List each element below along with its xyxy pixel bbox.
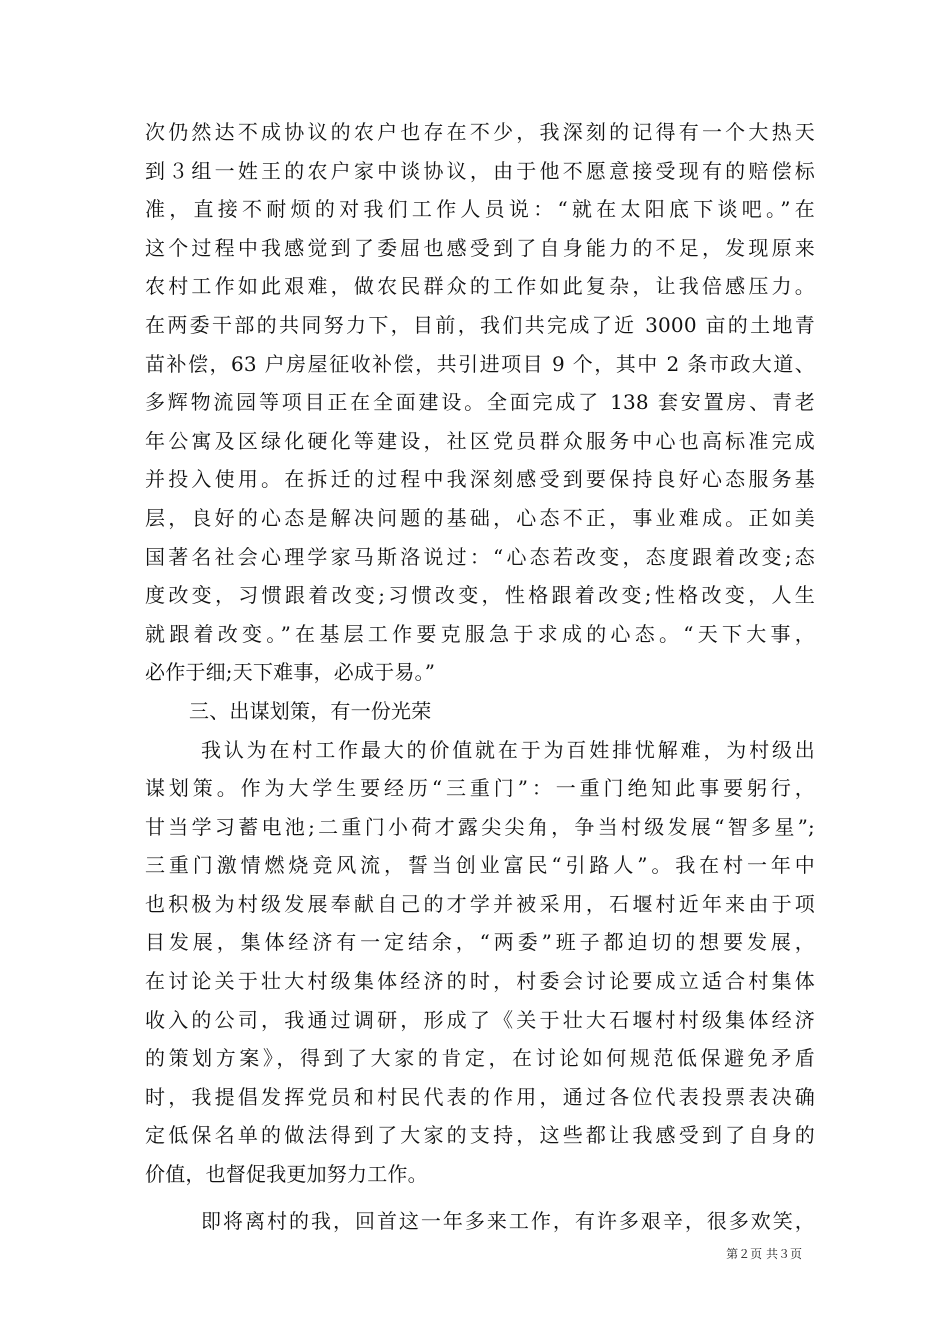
page-number: 第２页 共３页: [726, 1247, 802, 1261]
text-line: 多辉物流园等项目正在全面建设。全面完成了 138 套安置房、青老: [145, 390, 815, 415]
text-line: 必作于细;天下难事，必成于易。”: [145, 660, 436, 685]
text-line: 这个过程中我感觉到了委屈也感受到了自身能力的不足，发现原来: [145, 235, 815, 260]
document-body: [145, 113, 815, 1240]
text-line: 度改变，习惯跟着改变;习惯改变，性格跟着改变;性格改变，人生: [145, 583, 815, 608]
text-line: 三重门激情燃烧竞风流，誓当创业富民“引路人”。我在村一年中: [145, 853, 815, 878]
text-line: 国著名社会心理学家马斯洛说过：“心态若改变，态度跟着改变;态: [145, 544, 815, 569]
text-line: 次仍然达不成协议的农户也存在不少，我深刻的记得有一个大热天: [145, 120, 815, 144]
text-line: 在两委干部的共同努力下，目前，我们共完成了近 3000 亩的土地青: [145, 312, 815, 337]
text-line: 层，良好的心态是解决问题的基础，心态不正，事业难成。正如美: [145, 505, 815, 530]
text-line: 苗补偿，63 户房屋征收补偿，共引进项目 9 个，其中 2 条市政大道、: [145, 351, 815, 376]
text-line: 目发展，集体经济有一定结余，“两委”班子都迫切的想要发展，: [145, 930, 815, 955]
text-line: 农村工作如此艰难，做农民群众的工作如此复杂，让我倍感压力。: [145, 274, 815, 299]
text-line: 也积极为村级发展奉献自己的才学并被采用，石堰村近年来由于项: [145, 891, 815, 916]
text-line: 就跟着改变。”在基层工作要克服急于求成的心态。“天下大事，: [145, 621, 815, 646]
text-line: 时，我提倡发挥党员和村民代表的作用，通过各位代表投票表决确: [145, 1084, 815, 1109]
text-line: 在讨论关于壮大村级集体经济的时，村委会讨论要成立适合村集体: [145, 969, 815, 994]
text-line: 定低保名单的做法得到了大家的支持，这些都让我感受到了自身的: [145, 1123, 815, 1148]
text-line: 的策划方案》，得到了大家的肯定，在讨论如何规范低保避免矛盾: [145, 1046, 815, 1071]
paragraph-first-line: 我认为在村工作最大的价值就在于为百姓排忧解难，为村级出: [201, 737, 815, 762]
text-line: 价值，也督促我更加努力工作。: [145, 1162, 428, 1187]
text-line: 并投入使用。在拆迁的过程中我深刻感受到要保持良好心态服务基: [145, 467, 815, 492]
text-line: 甘当学习蓄电池;二重门小荷才露尖尖角，争当村级发展“智多星”;: [145, 814, 815, 839]
text-line: 年公寓及区绿化硬化等建设，社区党员群众服务中心也高标准完成: [145, 428, 815, 453]
text-line: 到３组一姓王的农户家中谈协议，由于他不愿意接受现有的赔偿标: [145, 158, 815, 183]
section-heading: 三、出谋划策，有一份光荣: [189, 698, 432, 723]
text-line: 收入的公司，我通过调研，形成了《关于壮大石堰村村级集体经济: [145, 1007, 815, 1032]
text-line: 准，直接不耐烦的对我们工作人员说：“就在太阳底下谈吧。”在: [145, 197, 815, 222]
text-line: 谋划策。作为大学生要经历“三重门”：一重门绝知此事要躬行，: [145, 776, 815, 801]
paragraph-first-line: 即将离村的我，回首这一年多来工作，有许多艰辛，很多欢笑，: [201, 1208, 815, 1233]
